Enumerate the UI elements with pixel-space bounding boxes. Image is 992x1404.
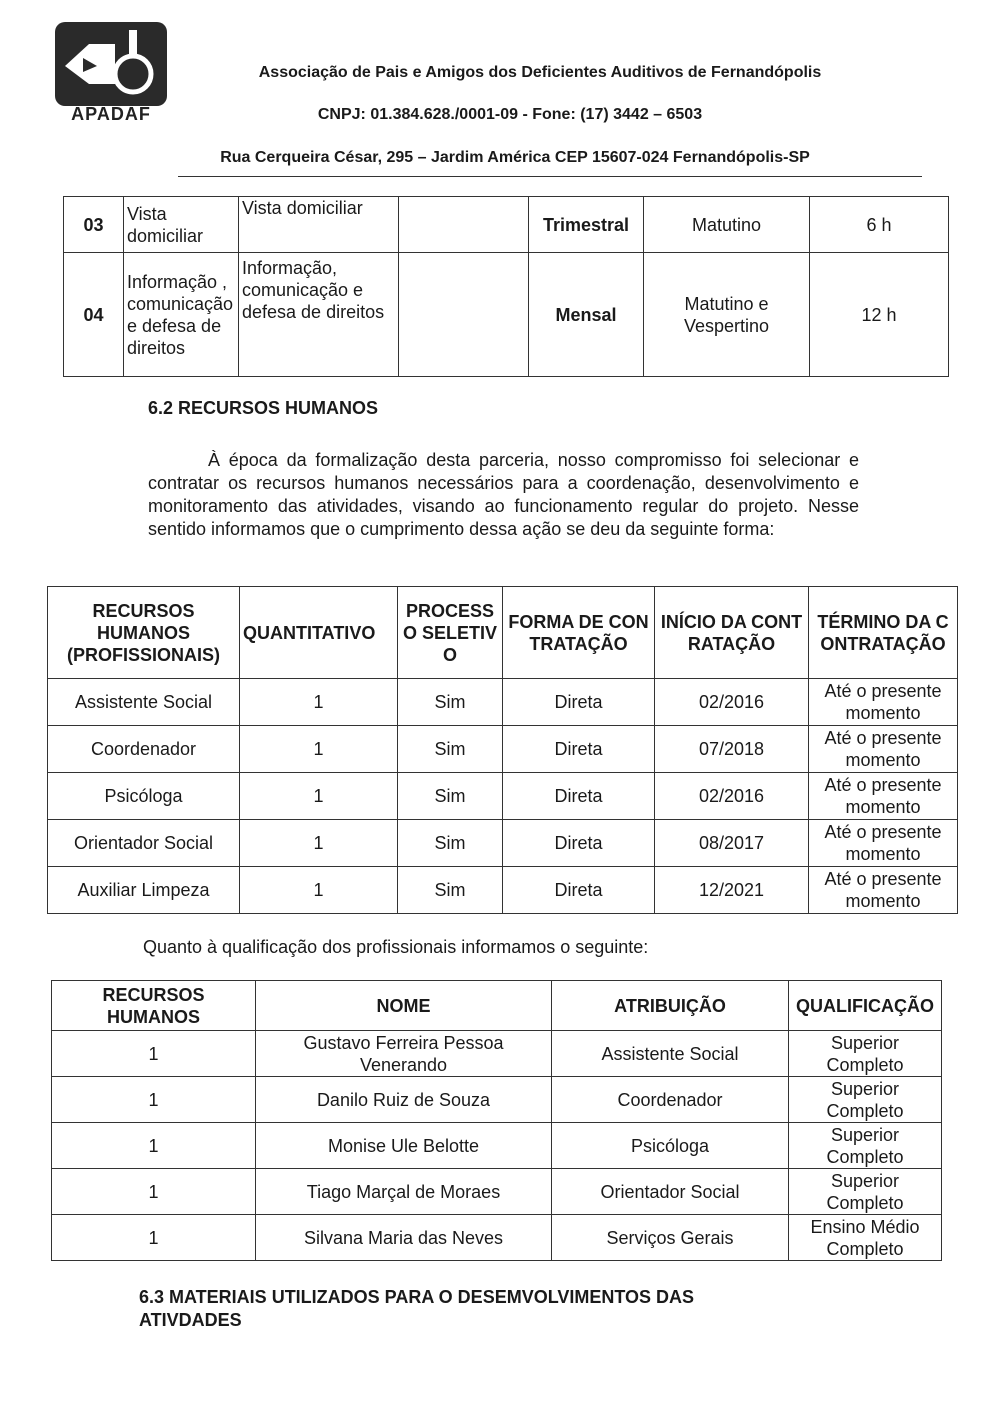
table-row (52, 1031, 942, 1077)
hr-quantity: 1 (240, 867, 398, 914)
qual-quantity: 1 (52, 1077, 256, 1123)
staff-name: Monise Ule Belotte (256, 1123, 552, 1169)
staff-qualification: Superior Completo (789, 1123, 942, 1169)
hr-contract-table (47, 586, 958, 914)
hr-end-date: Até o presente momento (809, 773, 958, 820)
hr-role: Auxiliar Limpeza (48, 867, 240, 914)
table-header-row (48, 587, 958, 679)
hr-start-date: 08/2017 (655, 820, 809, 867)
hr-role: Orientador Social (48, 820, 240, 867)
qualification-table (51, 980, 942, 1261)
hr-quantity: 1 (240, 773, 398, 820)
section-title-materiais: 6.3 MATERIAIS UTILIZADOS PARA O DESEMVOLVIMENTOS DAS ATIVDADES (139, 1287, 695, 1330)
table-row (64, 197, 949, 253)
hr-role: Assistente Social (48, 679, 240, 726)
hr-end-date: Até o presente momento (809, 726, 958, 773)
qual-quantity: 1 (52, 1031, 256, 1077)
staff-name: Silvana Maria das Neves (256, 1215, 552, 1261)
hr-quantity: 1 (240, 820, 398, 867)
hr-selection: Sim (398, 773, 503, 820)
col-header-name: NOME (256, 981, 552, 1031)
hr-start-date: 12/2021 (655, 867, 809, 914)
activity-name: Informação , comunicação e defesa de direitos (124, 253, 239, 377)
col-header-end: TÉRMINO DA CONTRATAÇÃO (809, 587, 958, 679)
hr-selection: Sim (398, 726, 503, 773)
table-row (52, 1077, 942, 1123)
col-header-contract-form: FORMA DE CONTRATAÇÃO (503, 587, 655, 679)
qual-quantity: 1 (52, 1169, 256, 1215)
qual-quantity: 1 (52, 1123, 256, 1169)
ear-logo-icon (55, 22, 167, 106)
hr-role: Psicóloga (48, 773, 240, 820)
hr-start-date: 02/2016 (655, 773, 809, 820)
activity-number: 04 (64, 253, 124, 377)
hr-end-date: Até o presente momento (809, 679, 958, 726)
staff-qualification: Superior Completo (789, 1031, 942, 1077)
hr-start-date: 07/2018 (655, 726, 809, 773)
hr-contract-form: Direta (503, 867, 655, 914)
activity-description: Vista domiciliar (239, 197, 399, 253)
col-header-role: RECURSOS HUMANOS (PROFISSIONAIS) (48, 587, 240, 679)
hr-end-date: Até o presente momento (809, 820, 958, 867)
hr-selection: Sim (398, 820, 503, 867)
col-header-attribution: ATRIBUIÇÃO (552, 981, 789, 1031)
hr-selection: Sim (398, 867, 503, 914)
table-row (48, 726, 958, 773)
table-header-row (52, 981, 942, 1031)
staff-name: Gustavo Ferreira Pessoa Venerando (256, 1031, 552, 1077)
col-header-quantity: QUANTITATIVO (240, 587, 398, 679)
staff-qualification: Ensino Médio Completo (789, 1215, 942, 1261)
address: Rua Cerqueira César, 295 – Jardim América CEP 15607-024 Fernandópolis-SP (220, 149, 810, 166)
activity-name: Vista domiciliar (124, 197, 239, 253)
col-header-hr: RECURSOS HUMANOS (52, 981, 256, 1031)
activity-period: Matutino (644, 197, 810, 253)
hr-end-date: Até o presente momento (809, 867, 958, 914)
table-row (52, 1215, 942, 1261)
activity-extra (399, 197, 529, 253)
hr-contract-form: Direta (503, 773, 655, 820)
staff-name: Tiago Marçal de Moraes (256, 1169, 552, 1215)
col-header-qualification: QUALIFICAÇÃO (789, 981, 942, 1031)
staff-attribution: Orientador Social (552, 1169, 789, 1215)
activity-number: 03 (64, 197, 124, 253)
activity-hours: 12 h (810, 253, 949, 377)
staff-attribution: Serviços Gerais (552, 1215, 789, 1261)
qual-quantity: 1 (52, 1215, 256, 1261)
table-row (52, 1169, 942, 1215)
hr-paragraph (148, 449, 859, 541)
staff-attribution: Psicóloga (552, 1123, 789, 1169)
table-row (52, 1123, 942, 1169)
logo-wordmark: APADAF (71, 104, 151, 124)
association-name: Associação de Pais e Amigos dos Deficientes Auditivos de Fernandópolis (258, 64, 822, 81)
hr-start-date: 02/2016 (655, 679, 809, 726)
cnpj-phone: CNPJ: 01.384.628./0001-09 - Fone: (17) 3442 – 6503 (317, 106, 703, 123)
staff-qualification: Superior Completo (789, 1077, 942, 1123)
header-divider (178, 176, 922, 177)
hr-contract-form: Direta (503, 726, 655, 773)
hr-contract-form: Direta (503, 820, 655, 867)
col-header-selection: PROCESSO SELETIVO (398, 587, 503, 679)
table-row (64, 253, 949, 377)
hr-selection: Sim (398, 679, 503, 726)
activity-period: Matutino e Vespertino (644, 253, 810, 377)
hr-role: Coordenador (48, 726, 240, 773)
staff-attribution: Assistente Social (552, 1031, 789, 1077)
staff-attribution: Coordenador (552, 1077, 789, 1123)
activities-table (63, 196, 949, 377)
hr-quantity: 1 (240, 726, 398, 773)
section-title-recursos-humanos: 6.2 RECURSOS HUMANOS (148, 398, 379, 418)
activity-hours: 6 h (810, 197, 949, 253)
table-row (48, 820, 958, 867)
table-row (48, 773, 958, 820)
hr-quantity: 1 (240, 679, 398, 726)
col-header-start: INÍCIO DA CONTRATAÇÃO (655, 587, 809, 679)
activity-extra (399, 253, 529, 377)
table-row (48, 679, 958, 726)
paragraph-text: À época da formalização desta parceria, nosso compromisso foi selecionar e contratar os recursos humanos necessários para a coordenação, desenvolvimento e monitoramento das atividades, visando ao funcionamento regular do projeto. Nesse sentido informamos que o cumprimento dessa ação se deu da seguinte forma: (148, 450, 859, 539)
activity-frequency: Mensal (529, 253, 644, 377)
hr-contract-form: Direta (503, 679, 655, 726)
activity-frequency: Trimestral (529, 197, 644, 253)
staff-name: Danilo Ruiz de Souza (256, 1077, 552, 1123)
staff-qualification: Superior Completo (789, 1169, 942, 1215)
activity-description: Informação, comunicação e defesa de direitos (239, 253, 399, 377)
qualification-intro: Quanto à qualificação dos profissionais informamos o seguinte: (143, 937, 649, 957)
table-row (48, 867, 958, 914)
apadaf-logo (55, 22, 167, 106)
